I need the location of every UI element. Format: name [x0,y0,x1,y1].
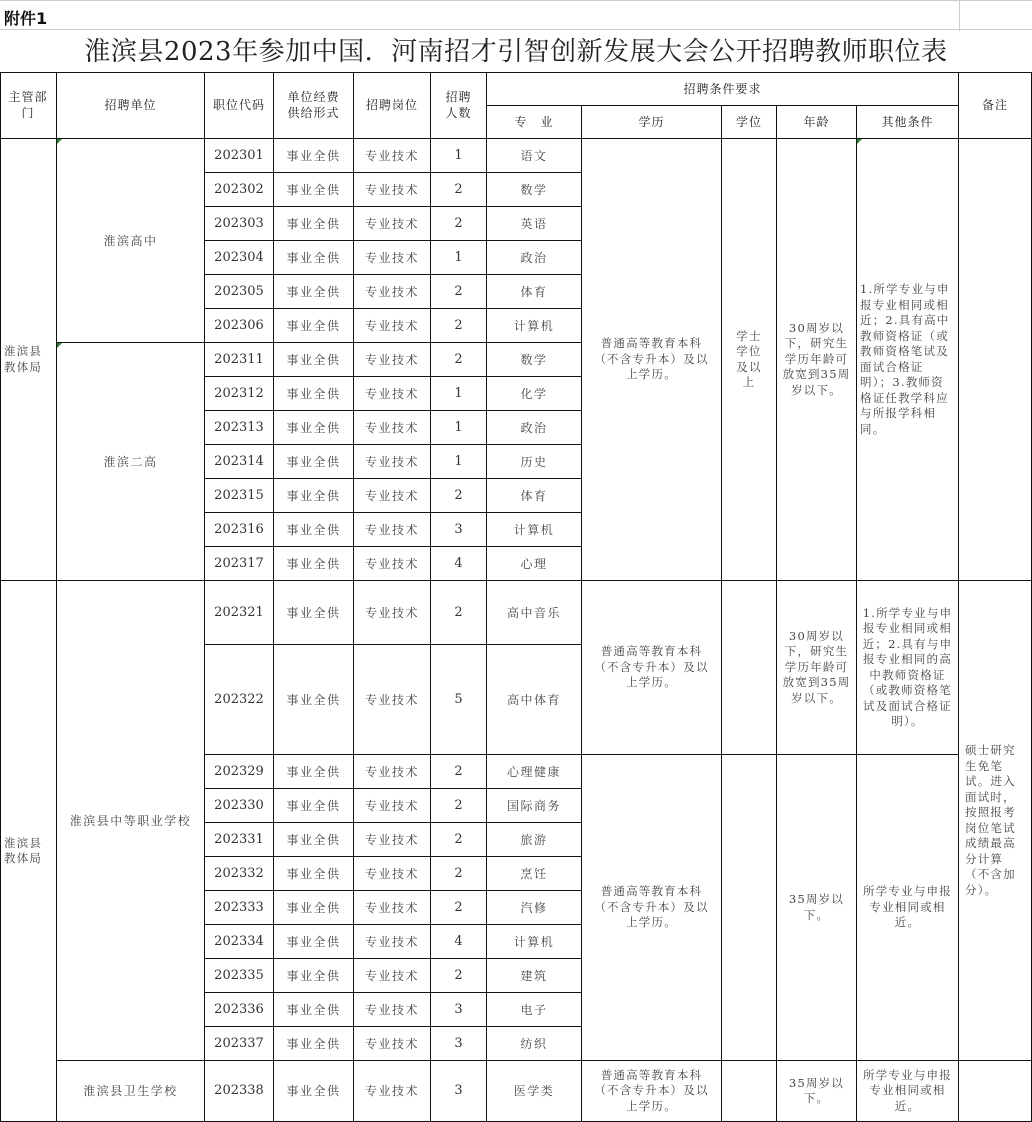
row-code: 202317 [205,547,274,581]
row-post: 专业技术 [354,479,431,513]
row-post: 专业技术 [354,857,431,891]
education-cell: 普通高等教育本科（不含专升本）及以上学历。 [582,1061,722,1122]
row-funding: 事业全供 [274,275,354,309]
row-count: 5 [431,645,487,755]
row-count: 1 [431,241,487,275]
row-funding: 事业全供 [274,1027,354,1061]
row-major: 电子 [487,993,582,1027]
unit-cell: 淮滨高中 [57,139,205,343]
cell-comment-marker [57,139,62,144]
education-cell: 普通高等教育本科（不含专升本）及以上学历。 [582,581,722,755]
row-major: 旅游 [487,823,582,857]
row-post: 专业技术 [354,275,431,309]
row-major: 烹饪 [487,857,582,891]
row-post: 专业技术 [354,207,431,241]
row-count: 1 [431,411,487,445]
row-post: 专业技术 [354,377,431,411]
row-funding: 事业全供 [274,445,354,479]
row-major: 体育 [487,479,582,513]
row-funding: 事业全供 [274,925,354,959]
row-count: 4 [431,925,487,959]
row-funding: 事业全供 [274,645,354,755]
unit-cell: 淮滨县卫生学校 [57,1061,205,1122]
row-code: 202322 [205,645,274,755]
header-age: 年龄 [777,106,857,139]
row-funding: 事业全供 [274,857,354,891]
row-post: 专业技术 [354,343,431,377]
row-code: 202321 [205,581,274,645]
annex-bar [0,0,1032,30]
row-post: 专业技术 [354,755,431,789]
other-cell: 所学专业与申报专业相同或相近。 [857,1061,959,1122]
row-code: 202316 [205,513,274,547]
education-cell: 普通高等教育本科（不含专升本）及以上学历。 [582,755,722,1061]
row-post: 专业技术 [354,445,431,479]
education-cell: 普通高等教育本科（不含专升本）及以上学历。 [582,139,722,581]
row-major: 计算机 [487,925,582,959]
row-funding: 事业全供 [274,241,354,275]
unit-cell: 淮滨县中等职业学校 [57,581,205,1061]
degree-cell [722,581,777,755]
row-code: 202338 [205,1061,274,1122]
row-post: 专业技术 [354,1061,431,1122]
row-count: 2 [431,309,487,343]
row-major: 建筑 [487,959,582,993]
row-code: 202333 [205,891,274,925]
header-requirements: 招聘条件要求 [487,72,959,106]
row-code: 202314 [205,445,274,479]
row-code: 202330 [205,789,274,823]
row-count: 3 [431,1027,487,1061]
other-cell: 1.所学专业与申报专业相同或相近；2.具有高中教师资格证（或教师资格笔试及面试合格证明）；3.教师资格证任教学科应与所报学科相同。 [857,139,959,581]
row-funding: 事业全供 [274,513,354,547]
row-post: 专业技术 [354,547,431,581]
row-funding: 事业全供 [274,173,354,207]
row-code: 202305 [205,275,274,309]
row-major: 数学 [487,173,582,207]
row-count: 2 [431,891,487,925]
row-post: 专业技术 [354,241,431,275]
row-code: 202334 [205,925,274,959]
row-major: 纺织 [487,1027,582,1061]
row-count: 2 [431,581,487,645]
row-count: 1 [431,139,487,173]
row-post: 专业技术 [354,645,431,755]
header-degree: 学位 [722,106,777,139]
row-major: 汽修 [487,891,582,925]
row-major: 高中体育 [487,645,582,755]
row-count: 4 [431,547,487,581]
cell-comment-marker [57,343,62,348]
row-code: 202337 [205,1027,274,1061]
row-code: 202313 [205,411,274,445]
row-count: 2 [431,789,487,823]
row-major: 英语 [487,207,582,241]
row-code: 202303 [205,207,274,241]
header-remarks: 备注 [959,72,1032,139]
row-code: 202332 [205,857,274,891]
row-funding: 事业全供 [274,309,354,343]
row-funding: 事业全供 [274,411,354,445]
header-major: 专 业 [487,106,582,139]
row-code: 202312 [205,377,274,411]
row-major: 政治 [487,411,582,445]
row-count: 2 [431,275,487,309]
row-count: 2 [431,343,487,377]
row-funding: 事业全供 [274,207,354,241]
row-funding: 事业全供 [274,993,354,1027]
row-post: 专业技术 [354,823,431,857]
row-post: 专业技术 [354,411,431,445]
row-funding: 事业全供 [274,891,354,925]
row-major: 心理 [487,547,582,581]
row-funding: 事业全供 [274,343,354,377]
row-major: 国际商务 [487,789,582,823]
row-post: 专业技术 [354,993,431,1027]
row-post: 专业技术 [354,891,431,925]
unit-cell: 淮滨二高 [57,343,205,581]
annex-label: 附件1 [4,9,48,28]
row-funding: 事业全供 [274,479,354,513]
degree-cell [722,1061,777,1122]
header-dept: 主管部门 [0,72,57,139]
degree-cell: 学士学位及以上 [722,139,777,581]
row-major: 体育 [487,275,582,309]
cell-comment-marker [857,139,862,144]
header-funding: 单位经费供给形式 [274,72,354,139]
row-code: 202301 [205,139,274,173]
header-code: 职位代码 [205,72,274,139]
row-post: 专业技术 [354,173,431,207]
row-major: 政治 [487,241,582,275]
row-count: 3 [431,993,487,1027]
row-count: 2 [431,823,487,857]
dept-cell: 淮滨县教体局 [0,581,57,1122]
other-cell: 所学专业与申报专业相同或相近。 [857,755,959,1061]
degree-cell [722,755,777,1061]
row-count: 2 [431,857,487,891]
row-post: 专业技术 [354,1027,431,1061]
row-major: 计算机 [487,513,582,547]
row-funding: 事业全供 [274,139,354,173]
row-major: 数学 [487,343,582,377]
row-code: 202304 [205,241,274,275]
row-code: 202306 [205,309,274,343]
row-post: 专业技术 [354,513,431,547]
age-cell: 30周岁以下，研究生学历年龄可放宽到35周岁以下。 [777,581,857,755]
row-code: 202336 [205,993,274,1027]
age-cell: 35周岁以下。 [777,755,857,1061]
row-major: 心理健康 [487,755,582,789]
row-count: 3 [431,1061,487,1122]
row-post: 专业技术 [354,309,431,343]
row-major: 化学 [487,377,582,411]
other-cell: 1.所学专业与申报专业相同或相近；2.具有与申报专业相同的高中教师资格证（或教师资格笔试及面试合格证明）。 [857,581,959,755]
remarks-cell: 硕士研究生免笔试。进入面试时，按照报考岗位笔试成绩最高分计算（不含加分）。 [959,581,1032,1061]
row-major: 医学类 [487,1061,582,1122]
row-code: 202335 [205,959,274,993]
page-title: 淮滨县2023年参加中国．河南招才引智创新发展大会公开招聘教师职位表 [84,37,948,67]
remarks-cell [959,1061,1032,1122]
row-funding: 事业全供 [274,1061,354,1122]
row-post: 专业技术 [354,789,431,823]
row-code: 202331 [205,823,274,857]
age-cell: 35周岁以下。 [777,1061,857,1122]
row-count: 1 [431,377,487,411]
row-count: 2 [431,479,487,513]
row-post: 专业技术 [354,139,431,173]
row-funding: 事业全供 [274,581,354,645]
row-funding: 事业全供 [274,755,354,789]
header-other: 其他条件 [857,106,959,139]
row-funding: 事业全供 [274,377,354,411]
row-post: 专业技术 [354,925,431,959]
row-code: 202311 [205,343,274,377]
row-major: 计算机 [487,309,582,343]
row-post: 专业技术 [354,959,431,993]
header-unit: 招聘单位 [57,72,205,139]
row-major: 历史 [487,445,582,479]
row-count: 3 [431,513,487,547]
row-funding: 事业全供 [274,823,354,857]
row-code: 202315 [205,479,274,513]
row-major: 高中音乐 [487,581,582,645]
row-funding: 事业全供 [274,789,354,823]
remarks-cell [959,139,1032,581]
row-funding: 事业全供 [274,547,354,581]
row-count: 2 [431,959,487,993]
row-count: 2 [431,207,487,241]
row-code: 202302 [205,173,274,207]
row-code: 202329 [205,755,274,789]
age-cell: 30周岁以下，研究生学历年龄可放宽到35周岁以下。 [777,139,857,581]
row-funding: 事业全供 [274,959,354,993]
header-post: 招聘岗位 [354,72,431,139]
row-count: 2 [431,173,487,207]
row-count: 1 [431,445,487,479]
header-education: 学历 [582,106,722,139]
row-post: 专业技术 [354,581,431,645]
grid-line [959,1,960,31]
row-count: 2 [431,755,487,789]
dept-cell: 淮滨县教体局 [0,139,57,581]
row-major: 语文 [487,139,582,173]
header-count: 招聘人数 [431,72,487,139]
